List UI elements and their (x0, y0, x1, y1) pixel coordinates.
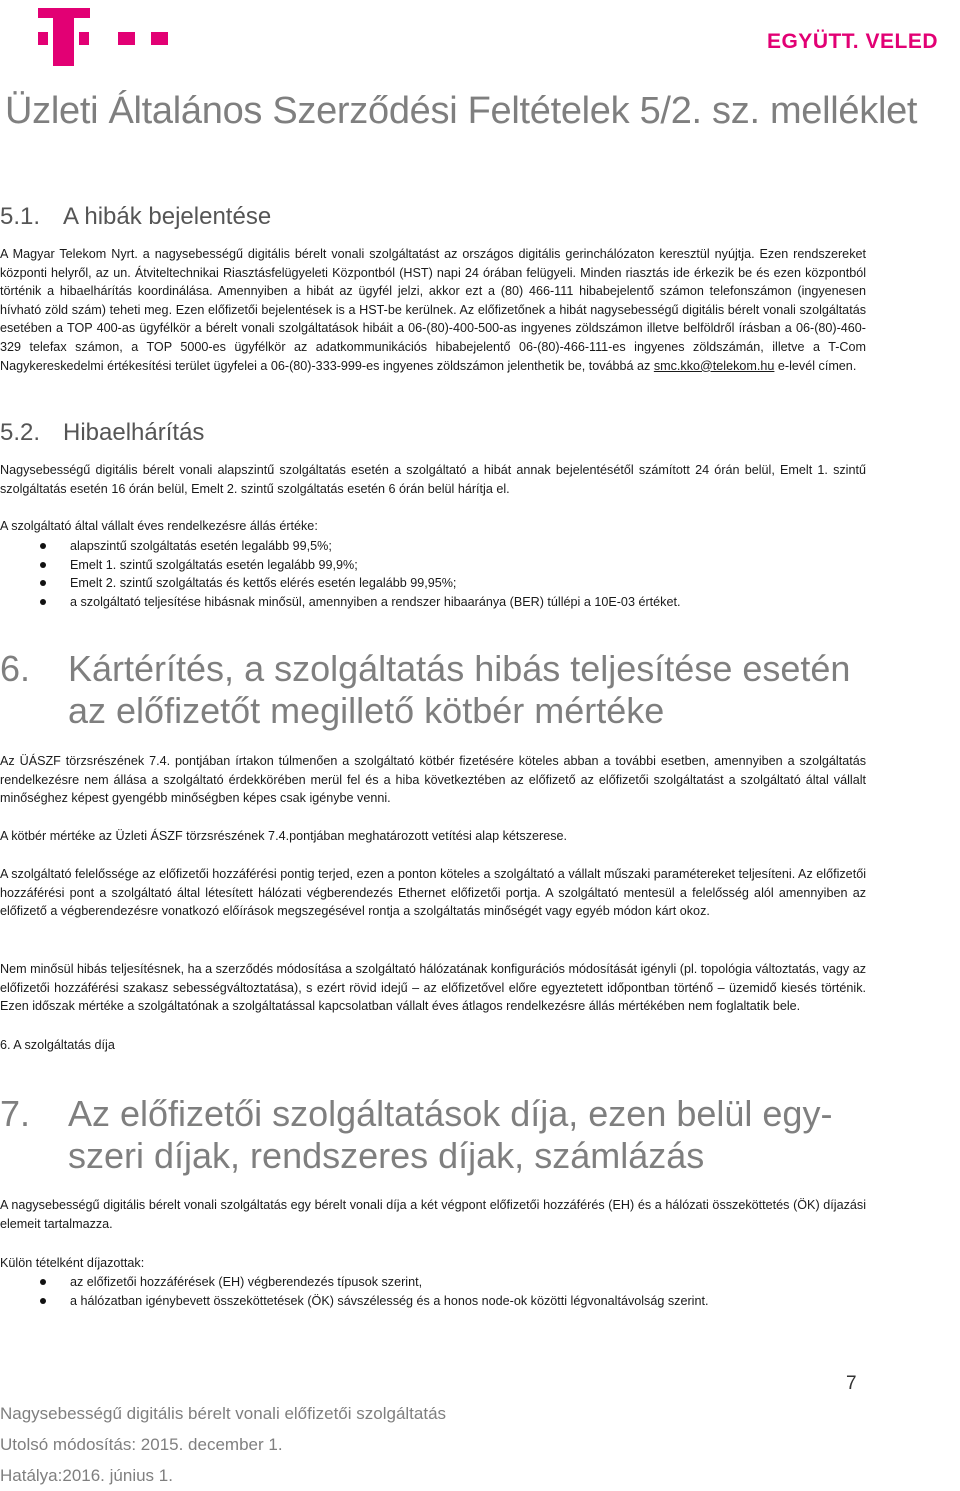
paragraph: Külön tételként díjazottak: (0, 1256, 145, 1270)
section-number: 7. (0, 1093, 31, 1134)
footer-line: Nagysebességű digitális bérelt vonali előfizetői szolgáltatás (0, 1404, 447, 1423)
section-title-line2: szeri díjak, rendszeres díjak, számlázás (68, 1135, 705, 1176)
footer-line: Hatálya:2016. június 1. (0, 1466, 173, 1485)
paragraph: Nagysebességű digitális bérelt vonali alapszintű szolgáltatás esetén a szolgáltató a hibát annak bejelentésétől számított 24 órán belül, Emelt 1. szintű szolgáltatás esetén 16 órán belül, Emelt 2. szintű szolgáltatás esetén 6 órán belül hárítja el. (0, 463, 866, 496)
section-6-heading (0, 648, 850, 732)
list-item: alapszintű szolgáltatás esetén legalább 99,5%; (0, 537, 680, 556)
section-7-heading (0, 1093, 832, 1177)
fees-list (0, 1273, 708, 1310)
section-number: 6. (0, 648, 31, 689)
list-item: Emelt 2. szintű szolgáltatás és kettős elérés esetén legalább 99,95%; (0, 574, 680, 593)
section-5-2-heading (0, 419, 204, 447)
footer-line: Utolsó módosítás: 2015. december 1. (0, 1435, 283, 1454)
slogan: EGYÜTT. VELED (766, 30, 938, 53)
section-5-1-paragraph (0, 245, 866, 375)
paragraph: A szolgáltató felelőssége az előfizetői hozzáférési pontig terjed, ezen a ponton köteles a szolgáltató a vállalt műszaki paramétereket teljesíteni. Az előfizetői hozzáférési pont a szolgáltató által létesített hálózati végberendezés Ethernet előfizetői portja. A szolgáltató mentesül a felelősség alól amennyiben az előfizető a végberendezésre vonatkozó előírások megszegésével rontja a szolgáltatás minőségét vagy egyéb módon kárt okoz. (0, 867, 866, 919)
section-title: Hibaelhárítás (63, 419, 205, 446)
section-title-line2: az előfizetőt megillető kötbér mértéke (68, 690, 665, 731)
list-item: a szolgáltató teljesítése hibásnak minősül, amennyiben a rendszer hibaaránya (BER) túllépi a 10E-03 értéket. (0, 593, 680, 612)
section-title-line1: Kártérítés, a szolgáltatás hibás teljesítése esetén (68, 648, 851, 689)
paragraph-text: A Magyar Telekom Nyrt. a nagysebességű digitális bérelt vonali szolgáltatást az országos digitális gerinchálózaton keresztül nyújtja. Ezen rendszereket központi helyről, az un. Átviteltechnikai Riasztásfelügyeleti Központból (HST) napi 24 órában felügyeli. Minden riasztás ide érkezik be és ezen központból történik a hibaelhárítás koordinálása. Amennyiben a hibát az ügyfél jelzi, akkor ezt a (80) 466-111 hibabejelentő számon telefonszámon (ingyenesen hívható zöld szám) teheti meg. Ezen előfizetői bejelentések is a HST-be kerülnek. Az előfizetőnek a hibát nagysebességű digitális bérelt vonali szolgáltatás esetében a TOP 400-as ügyfélkör a bérelt vonali szolgáltatások hibáit a 06-(80)-400-500-as ingyenes zöldszámon illetve belföldről írásban a 06-(80)-460-329 telefax számon, a TOP 5000-es ügyfélkör az adatkommunikációs hibabejelentő 06-(80)-466-111-es ingyenes zöldszámán, illetve a T-Com Nagykereskedelmi értékesítési terület ügyfelei a 06-(80)-333-999-es ingyenes zöldszámon jelenthetik be, továbbá az (0, 247, 866, 373)
section-5-1-heading (0, 203, 271, 231)
footer (0, 1398, 446, 1491)
list-item: az előfizetői hozzáférések (EH) végberendezés típusok szerint, (0, 1273, 708, 1292)
paragraph: Nem minősül hibás teljesítésnek, ha a szerződés módosítása a szolgáltató hálózatának konfigurációs módosítását igényli (pl. topológia változtatás, vagy az előfizetői hozzáférési szakasz sebességváltoztatása), s ezért rövid idejű – az előfizetővel előre egyeztetett időpontban történő – üzemidő kiesés történik. Ezen időszak mértéke a szolgáltatónak a szolgáltatással kapcsolatban vállalt éves átlagos rendelkezésre állás mértékében nem foglaltatik bele. (0, 962, 866, 1014)
list-item: Emelt 1. szintű szolgáltatás esetén legalább 99,9%; (0, 556, 680, 575)
paragraph: A kötbér mértéke az Üzleti ÁSZF törzsrészének 7.4.pontjában meghatározott vetítési alap kétszerese. (0, 829, 567, 843)
list-item: a hálózatban igénybevett összeköttetések (ÖK) sávszélesség és a honos node-ok közötti légvonaltávolság szerint. (0, 1292, 708, 1311)
telekom-t-logo-icon (38, 8, 168, 66)
paragraph-text: e-levél címen. (774, 358, 857, 373)
section-title-line1: Az előfizetői szolgáltatások díja, ezen belül egy- (68, 1093, 833, 1134)
paragraph: Az ÜÁSZF törzsrészének 7.4. pontjában írtakon túlmenően a szolgáltató kötbér fizetésére köteles abban a további esetben, amennyiben a szolgáltatás rendelkezésre nem állása a szolgáltató érdekkörében merül fel és a hiba következtében az előfizető az előfizetői szolgáltatást a szolgáltató által vállalt minőséghez képest gyengébb minőségben képes csak igénybe venni. (0, 754, 866, 806)
availability-list (0, 537, 680, 611)
paragraph: A szolgáltató által vállalt éves rendelkezésre állás értéke: (0, 519, 318, 533)
page-number: 7 (846, 1373, 857, 1394)
email-link[interactable]: smc.kko@telekom.hu (653, 358, 775, 373)
section-title: A hibák bejelentése (63, 203, 272, 230)
paragraph: A nagysebességű digitális bérelt vonali szolgáltatás egy bérelt vonali díja a két végpont előfizetői hozzáférés (EH) és a hálózati összeköttetés (ÖK) díjazási elemeit tartalmazza. (0, 1198, 866, 1231)
paragraph: 6. A szolgáltatás díja (0, 1038, 115, 1052)
section-number: 5.1. (0, 203, 41, 230)
section-number: 5.2. (0, 419, 41, 446)
document-title: Üzleti Általános Szerződési Feltételek 5/2. sz. melléklet (5, 90, 918, 132)
